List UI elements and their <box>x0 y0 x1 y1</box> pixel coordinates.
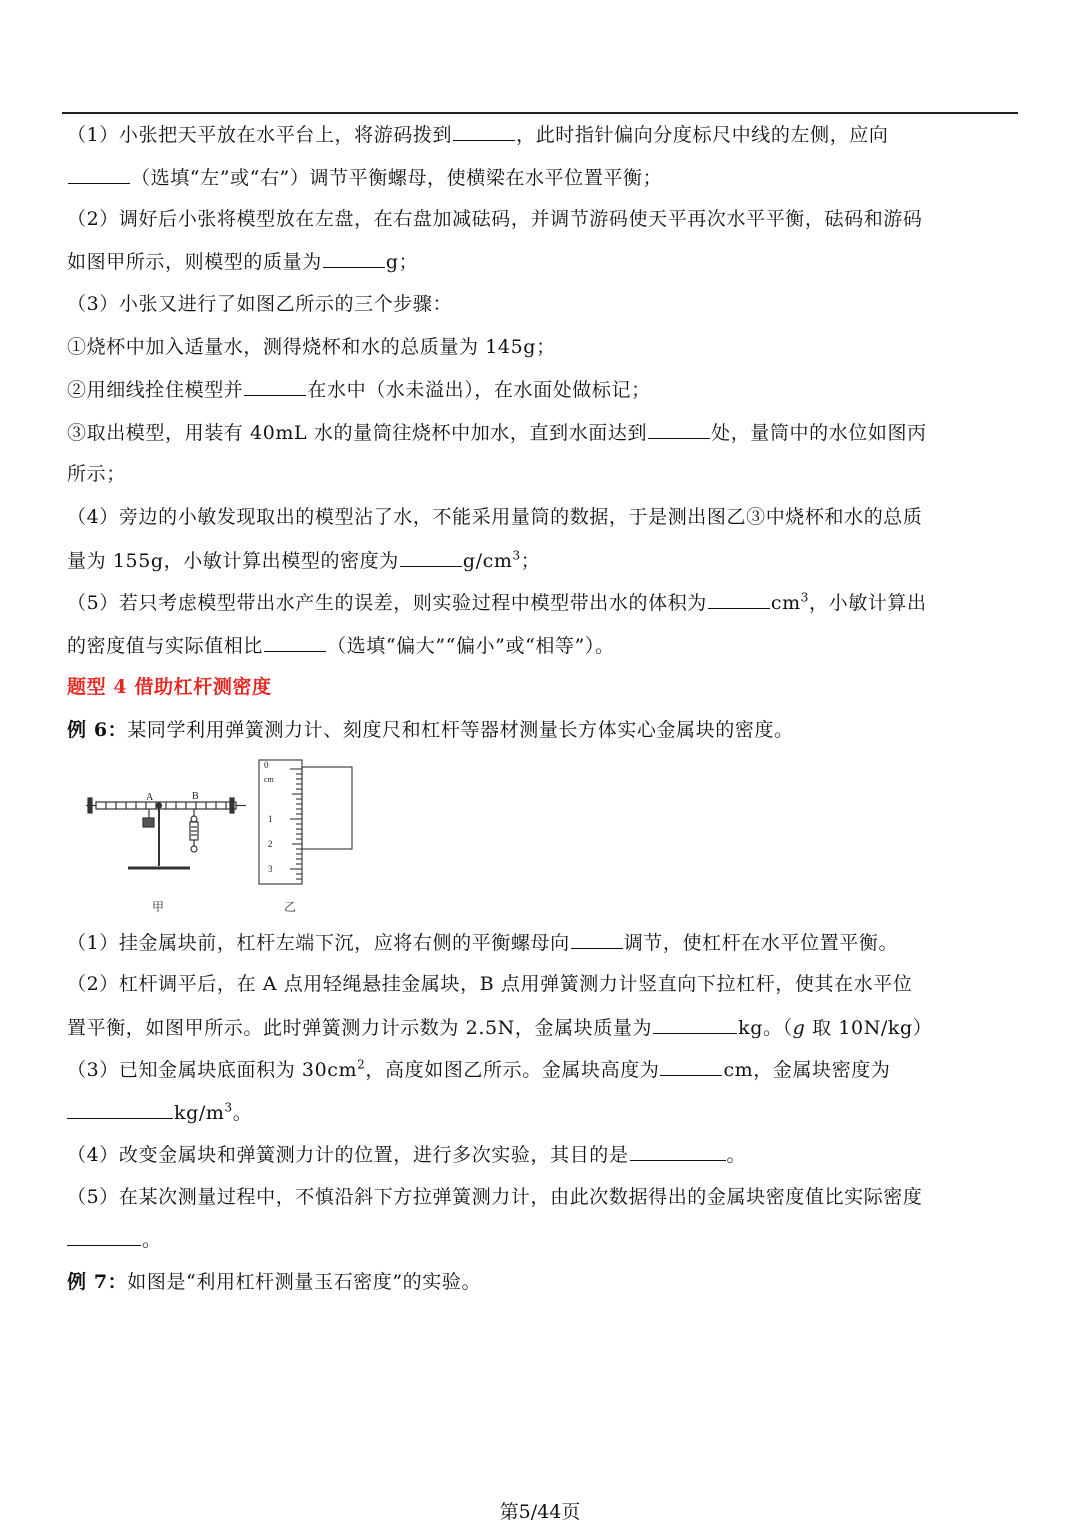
pivot <box>157 803 162 808</box>
text: ③取出模型，用装有 40mL 水的量筒往烧杯中加水，直到水面达到 <box>67 422 648 444</box>
text: （2）调好后小张将模型放在左盘，在右盘加减砝码，并调节游码使天平再次水平平衡，砝码和游码 <box>67 208 923 230</box>
answer-blank[interactable] <box>323 247 385 268</box>
example-label: 例 6： <box>67 719 128 741</box>
q5-line-1 <box>67 588 927 617</box>
text: （1）小张把天平放在水平台上，将游码拨到 <box>67 124 453 146</box>
ruler-tick-label: 3 <box>268 864 273 874</box>
text: 调节，使杠杆在水平位置平衡。 <box>623 932 899 954</box>
q3-step-3-cont <box>67 460 126 488</box>
text: 的密度值与实际值相比 <box>67 635 264 657</box>
balance-nut-left <box>88 798 92 813</box>
text: （4）旁边的小敏发现取出的模型沾了水，不能采用量筒的数据，于是测出图乙③中烧杯和水的总质 <box>67 506 923 528</box>
text: （选填“偏大”“偏小”或“相等”）。 <box>327 635 615 657</box>
caption-jia: 甲 <box>152 900 165 914</box>
answer-blank[interactable] <box>630 1140 726 1161</box>
answer-blank[interactable] <box>244 375 306 396</box>
text: 所示； <box>67 463 126 485</box>
q3-line-1 <box>67 290 452 318</box>
superscript: 3 <box>512 548 521 563</box>
text: （3）已知金属块底面积为 30cm <box>67 1059 358 1081</box>
q2-line-1 <box>67 205 923 233</box>
q3-step-1 <box>67 333 556 361</box>
answer-blank[interactable] <box>400 546 462 567</box>
metal-block-side <box>302 767 352 849</box>
example-label: 例 7： <box>67 1271 128 1293</box>
answer-blank[interactable] <box>453 120 515 141</box>
caption-yi: 乙 <box>284 900 297 914</box>
page-number: 第5/44页 <box>499 1501 581 1523</box>
ex6-q1 <box>67 928 898 957</box>
text: ①烧杯中加入适量水，测得烧杯和水的总质量为 145g； <box>67 336 556 358</box>
q5-line-2 <box>67 631 615 660</box>
text: 。 <box>726 1144 747 1166</box>
text: cm <box>770 592 801 614</box>
text: kg/m <box>174 1102 225 1124</box>
text: （5）在某次测量过程中，不慎沿斜下方拉弹簧测力计，由此次数据得出的金属块密度值比实际密度 <box>67 1186 923 1208</box>
answer-blank[interactable] <box>264 631 326 652</box>
ruler-tick-label: 2 <box>268 839 273 849</box>
ex6-q3-line-2 <box>67 1098 252 1127</box>
text: 处，量筒中的水位如图丙 <box>711 422 927 444</box>
text: ②用细线拴住模型并 <box>67 379 244 401</box>
point-b-label: B <box>192 791 199 802</box>
text-italic: g <box>792 1017 806 1039</box>
ex6-q5-line-2 <box>67 1225 162 1254</box>
lever-figure <box>86 758 366 918</box>
text: 取 10N/kg） <box>805 1017 933 1039</box>
point-a-label: A <box>146 792 154 803</box>
text: （选填“左”或“右”）调节平衡螺母，使横梁在水平位置平衡； <box>131 167 663 189</box>
answer-blank[interactable] <box>571 928 623 949</box>
answer-blank[interactable] <box>660 1055 722 1076</box>
answer-blank[interactable] <box>67 1225 141 1246</box>
text: 置平衡，如图甲所示。此时弹簧测力计示数为 2.5N，金属块质量为 <box>67 1017 653 1039</box>
text: 如图是“利用杠杆测量玉石密度”的实验。 <box>127 1271 482 1293</box>
ex6-q4 <box>67 1140 746 1169</box>
ex6-q2-line-2 <box>67 1013 932 1042</box>
text: kg。（ <box>738 1017 793 1039</box>
example-7-intro <box>67 1268 481 1296</box>
text: ，小敏计算出 <box>809 592 927 614</box>
section-heading: 题型 4 借助杠杆测密度 <box>67 676 272 698</box>
ex6-q3-line-1 <box>67 1055 891 1084</box>
q4-line-2 <box>67 546 540 575</box>
text: （5）若只考虑模型带出水产生的误差，则实验过程中模型带出水的体积为 <box>67 592 707 614</box>
q2-line-2 <box>67 247 418 276</box>
text: 量为 155g，小敏计算出模型的密度为 <box>67 550 399 572</box>
ruler-tick-label: 0 <box>264 760 269 770</box>
answer-blank[interactable] <box>648 418 710 439</box>
text: （4）改变金属块和弹簧测力计的位置，进行多次实验，其目的是 <box>67 1144 629 1166</box>
text: 。 <box>142 1229 162 1251</box>
q4-line-1 <box>67 503 923 531</box>
answer-blank[interactable] <box>68 163 130 184</box>
text: ； <box>520 550 541 572</box>
ex6-q2-line-1 <box>67 970 913 998</box>
ruler-unit: cm <box>264 775 274 784</box>
text: 某同学利用弹簧测力计、刻度尺和杠杆等器材测量长方体实心金属块的密度。 <box>127 719 794 741</box>
header-rule <box>62 112 1018 114</box>
example-6-intro <box>67 716 794 744</box>
balance-nut-right <box>230 798 234 813</box>
answer-blank[interactable] <box>67 1098 173 1119</box>
ex6-q5-line-1 <box>67 1183 923 1211</box>
text: ，高度如图乙所示。金属块高度为 <box>365 1059 660 1081</box>
q1-line-1 <box>67 120 889 149</box>
text: g/cm <box>462 550 513 572</box>
q1-line-2 <box>67 163 662 192</box>
metal-block <box>143 818 154 827</box>
lever-diagram <box>86 758 366 918</box>
ruler-tick-label: 1 <box>268 814 273 824</box>
text: 在水中（水未溢出），在水面处做标记； <box>307 379 651 401</box>
superscript: 3 <box>800 590 809 605</box>
text: ，此时指针偏向分度标尺中线的左侧，应向 <box>516 124 889 146</box>
q3-step-2 <box>67 375 651 404</box>
text: cm，金属块密度为 <box>723 1059 891 1081</box>
text: 如图甲所示，则模型的质量为 <box>67 251 322 273</box>
text: g； <box>385 251 419 273</box>
superscript: 2 <box>357 1057 366 1072</box>
answer-blank[interactable] <box>653 1013 737 1034</box>
text: （2）杠杆调平后，在 A 点用轻绳悬挂金属块，B 点用弹簧测力计竖直向下拉杠杆，使其在水平位 <box>67 973 913 995</box>
superscript: 3 <box>224 1100 233 1115</box>
text: （3）小张又进行了如图乙所示的三个步骤： <box>67 293 453 315</box>
text: （1）挂金属块前，杠杆左端下沉，应将右侧的平衡螺母向 <box>67 932 570 954</box>
lever-apparatus <box>86 798 246 868</box>
q3-step-3 <box>67 418 927 447</box>
text: 。 <box>232 1102 253 1124</box>
answer-blank[interactable] <box>708 588 770 609</box>
